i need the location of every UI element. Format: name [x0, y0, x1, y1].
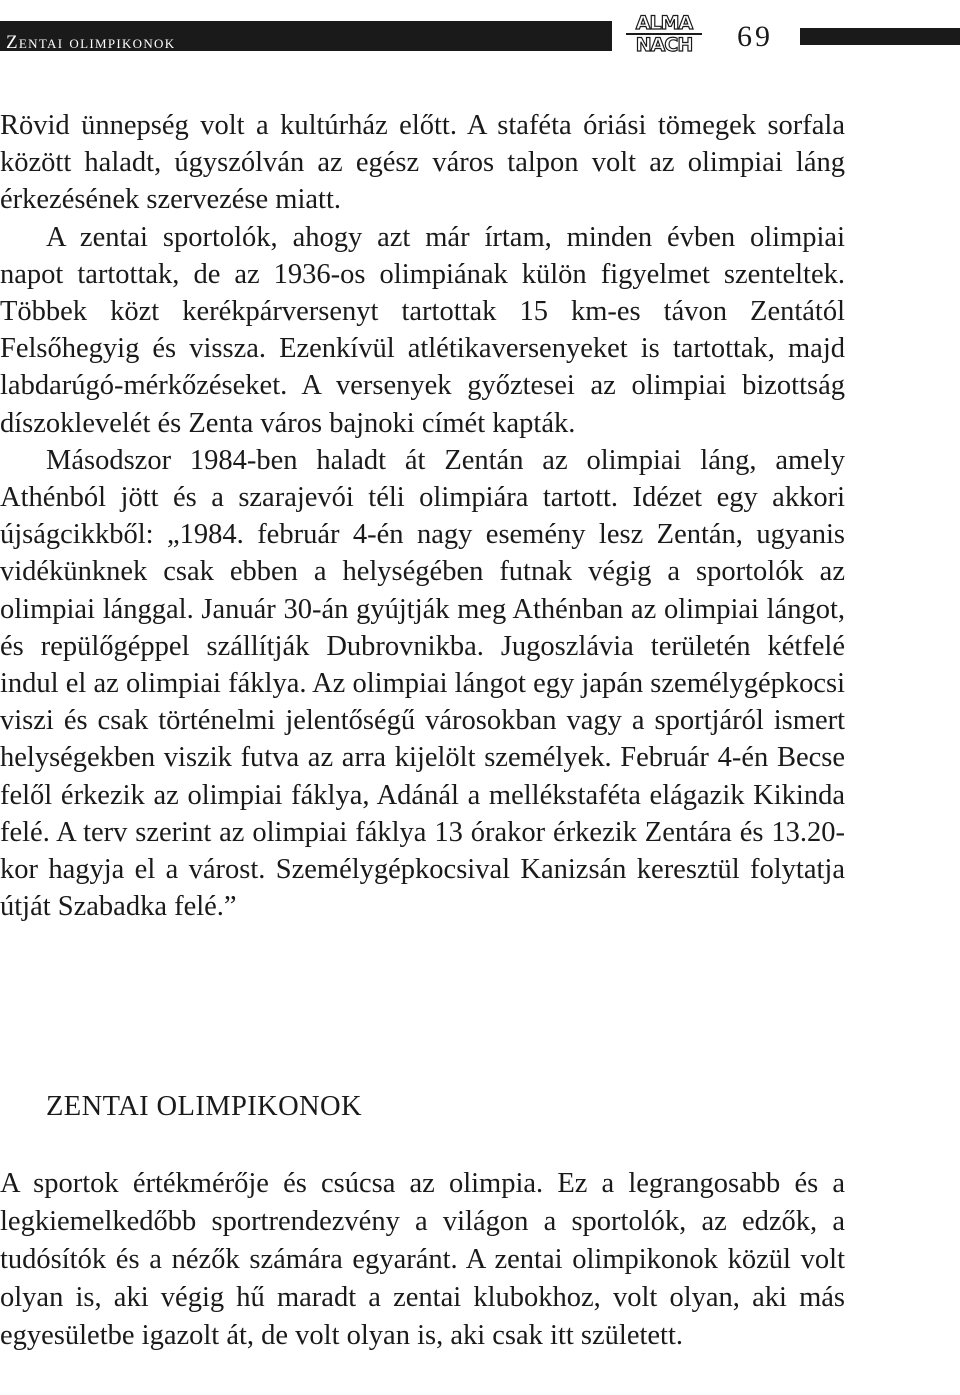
paragraph: Rövid ünnepség volt a kultúrház előtt. A staféta óriási tömegek sorfala között haladt, úgyszólván az egész város talpon volt az olimpiai láng érkezésének szervezése miatt. [0, 110, 845, 216]
header-rule [800, 28, 960, 45]
paragraph: Másodszor 1984-ben haladt át Zentán az olimpiai láng, amely Athénból jött és a szarajevói téli olimpiára tartott. Idézet egy akkori újságcikkből: „1984. február 4-én nagy esemény lesz Zentán, ugyanis vidékünknek csak ebben a helységében futnak végig a sportolók az olimpiai lánggal. Január 30-án gyújtják meg Athénban az olimpiai lángot, és repülőgéppel szállítják Dubrovnikba. Jugoszlávia területén kétfelé indul el az olimpiai fáklya. Az olimpiai lángot egy japán személygépkocsi viszi és csak történelmi jelentőségű városokban vagy a sportjáról ismert helységekben viszik futva az arra kijelölt személyek. Február 4-én Becse felől érkezik az olimpiai fáklya, Adánál a mellékstaféta elágazik Kikinda felé. A terv szerint az olimpiai fáklya 13 órakor érkezik Zentára és 13.20-kor hagyja el a várost. Személygépkocsival Kanizsán keresztül folytatja útját Szabadka felé.” [0, 444, 845, 923]
running-title-bar [0, 21, 612, 51]
page-number: 69 [737, 20, 773, 53]
paragraph: A sportok értékmérője és csúcsa az olimpia. Ez a legrangosabb és a legkiemelkedőbb sportrendezvény a világon a sportolók, az edzők, a tudósítók és a nézők számára egyaránt. A zentai olimpikonok közül volt olyan is, aki végig hű maradt a zentai klubokhoz, volt olyan, aki más egyesületbe igazolt át, de volt olyan is, aki csak itt született. [0, 1168, 845, 1351]
logo-text-line2: NACH [635, 34, 693, 56]
logo-text-line1: ALMA [626, 14, 702, 35]
body-text [0, 107, 845, 925]
running-title: Zentai olimpikonok [6, 32, 176, 53]
page-header [0, 14, 960, 54]
section-heading: ZENTAI OLIMPIKONOK [46, 1091, 362, 1122]
almanach-logo [620, 14, 708, 54]
paragraph: A zentai sportolók, ahogy azt már írtam, minden évben olimpiai napot tartottak, de az 1936-os olimpiának külön figyelmet szenteltek. Többek közt kerékpárversenyt tartottak 15 km-es távon Zentától Felsőhegyig és vissza. Ezenkívül atlétikaversenyeket is tartottak, majd labdarúgó-mérkőzéseket. A versenyek győztesei az olimpiai bizottság díszoklevelét és Zenta város bajnoki címét kapták. [0, 221, 845, 439]
section-body-text [0, 1165, 845, 1355]
